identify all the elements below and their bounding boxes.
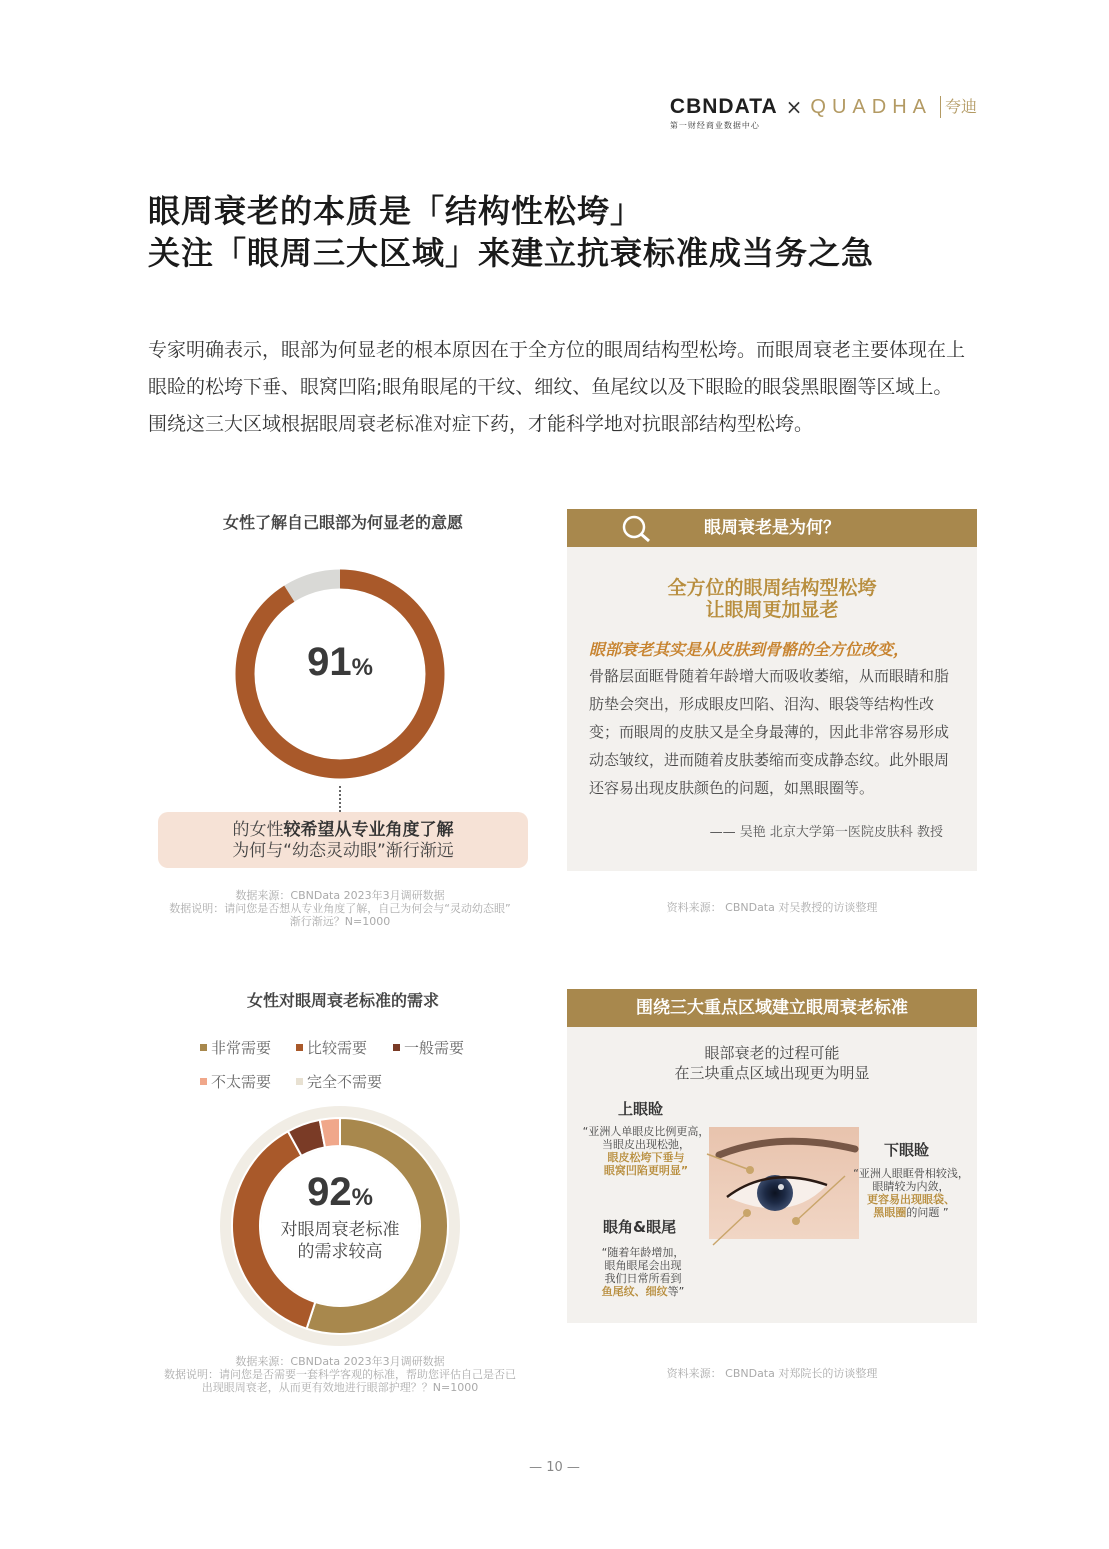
legend-swatch <box>393 1044 400 1051</box>
panel-why-aging <box>567 509 977 871</box>
panel1-citation: —— 吴艳 北京大学第一医院皮肤科 教授 <box>709 825 943 840</box>
legend-label: 非常需要 <box>211 1039 272 1057</box>
intro-paragraph: 专家明确表示，眼部为何显老的根本原因在于全方位的眼周结构型松垮。而眼周衰老主要体现在上眼睑的松垮下垂、眼窝凹陷;眼角眼尾的干纹、细纹、鱼尾纹以及下眼睑的眼袋黑眼圈等区域上。围绕这三大区域根据眼周衰老标准对症下药，才能科学地对抗眼部结构型松垮。 <box>148 339 966 435</box>
cbndata-wordmark: CBNDATA <box>669 95 778 118</box>
corner-note-2: 眼角眼尾会出现 <box>604 1259 682 1272</box>
upper-eyelid-note <box>581 1125 711 1177</box>
panel2-intro-1: 眼部衰老的过程可能 <box>704 1044 840 1062</box>
chart1-source <box>150 889 530 928</box>
legend-item-2 <box>296 1037 367 1058</box>
chart2-title: 女性对眼周衰老标准的需求 <box>246 991 439 1010</box>
legend-swatch <box>200 1044 207 1051</box>
header-logo <box>670 96 977 131</box>
chart1-title: 女性了解自己眼部为何显老的意愿 <box>222 513 463 532</box>
lower-note-3: 更容易出现眼袋、 <box>867 1193 955 1206</box>
chart2-source-1: 数据来源：CBNData 2023年3月调研数据 <box>235 1355 445 1368</box>
legend-label: 比较需要 <box>307 1039 368 1057</box>
page-title <box>148 190 874 274</box>
chart1-value <box>230 640 450 685</box>
corner-note-4b: 等” <box>667 1285 685 1298</box>
lower-note-4a: 黑眼圈 <box>873 1206 907 1219</box>
callout-pre: 的女性 <box>232 820 284 840</box>
quadha-cn-wordmark: 夸迪 <box>940 96 977 118</box>
magnifier-icon <box>621 514 655 544</box>
panel2-intro-2: 在三块重点区域出现更为明显 <box>674 1064 870 1082</box>
panel1-source: 资料来源： CBNData 对吴教授的访谈整理 <box>666 901 878 914</box>
title-line-1: 眼周衰老的本质是「结构性松垮」 <box>148 192 644 230</box>
title-line-2: 关注「眼周三大区域」来建立抗衰标准成当务之急 <box>148 234 875 272</box>
lower-note-2: 眼睛较为内敛， <box>872 1180 950 1193</box>
callout-line2: 为何与“幼态灵动眼”渐行渐远 <box>232 841 454 861</box>
chart1-callout <box>158 812 528 868</box>
logo-separator: × <box>785 95 803 119</box>
quadha-wordmark: QUADHA <box>810 96 932 118</box>
panel2-header: 围绕三大重点区域建立眼周衰老标准 <box>567 989 977 1027</box>
legend-swatch <box>296 1078 303 1085</box>
corner-note-4a: 鱼尾纹、细纹 <box>601 1285 668 1298</box>
panel1-header <box>567 509 977 547</box>
lower-note-4b: 的问题 ” <box>906 1206 949 1219</box>
legend-item-1 <box>200 1037 271 1058</box>
chart2-source <box>150 1355 530 1394</box>
chart1-value-pct: % <box>351 654 373 681</box>
legend-swatch <box>200 1078 207 1085</box>
panel-three-regions <box>567 989 977 1323</box>
upper-note-4: 眼窝凹陷更明显” <box>603 1164 689 1177</box>
legend-item-3 <box>393 1037 464 1058</box>
region-eye-corner: 眼角&眼尾 <box>603 1218 677 1236</box>
chart2-value <box>220 1170 460 1263</box>
legend-label: 一般需要 <box>404 1039 465 1057</box>
upper-note-2: 当眼皮出现松弛， <box>602 1138 690 1151</box>
cbndata-logo <box>670 96 778 131</box>
region-upper-eyelid: 上眼睑 <box>618 1100 664 1118</box>
eye-corner-note <box>593 1246 693 1298</box>
legend-label: 完全不需要 <box>307 1073 383 1091</box>
chart1-source-3: 渐行渐远？N=1000 <box>289 915 391 928</box>
panel1-header-text: 眼周衰老是为何？ <box>704 518 840 538</box>
lower-eyelid-note <box>853 1167 969 1219</box>
chart2-source-2: 数据说明：请问您是否需要一套科学客观的标准，帮助您评估自己是否已 <box>164 1368 516 1381</box>
chart2-value-pct: % <box>351 1184 373 1211</box>
chart2-label-1: 对眼周衰老标准 <box>280 1220 400 1240</box>
upper-note-1: “亚洲人单眼皮比例更高， <box>582 1125 710 1138</box>
chart2-source-3: 出现眼周衰老，从而更有效地进行眼部护理？？N=1000 <box>201 1381 479 1394</box>
panel2-source: 资料来源： CBNData 对郑院长的访谈整理 <box>666 1367 878 1380</box>
panel1-sub1: 全方位的眼周结构型松垮 <box>667 577 877 599</box>
page-number: — 10 — <box>529 1460 580 1475</box>
chart2-label <box>220 1219 460 1263</box>
legend-item-5 <box>296 1071 382 1092</box>
panel1-body: 骨骼层面眶骨随着年龄增大而吸收萎缩，从而眼睛和脂肪垫会突出，形成眼皮凹陷、泪沟、眼袋等结构性改变；而眼周的皮肤又是全身最薄的，因此非常容易形成动态皱纹，进而随着皮肤萎缩而变成静态纹。此外眼周还容易出现皮肤颜色的问题，如黑眼圈等。 <box>589 667 950 797</box>
region-lower-eyelid: 下眼睑 <box>884 1141 930 1159</box>
lower-note-1: “亚洲人眼眶骨相较浅， <box>853 1167 969 1180</box>
callout-bold: 较希望从专业角度了解 <box>283 820 454 840</box>
corner-note-3: 我们日常所看到 <box>604 1272 682 1285</box>
legend-swatch <box>296 1044 303 1051</box>
corner-note-1: “随着年龄增加， <box>601 1246 685 1259</box>
chart2-value-number: 92 <box>307 1170 352 1214</box>
panel1-sub2: 让眼周更加显老 <box>705 599 839 621</box>
chart1-value-number: 91 <box>307 640 352 684</box>
cbndata-subtitle: 第一财经商业数据中心 <box>669 121 760 130</box>
upper-note-3: 眼皮松垮下垂与 <box>607 1151 685 1164</box>
chart1-source-2: 数据说明：请问您是否想从专业角度了解，自己为何会与“灵动幼态眼” <box>169 902 511 915</box>
chart1-connector <box>339 786 341 812</box>
chart1-source-1: 数据来源：CBNData 2023年3月调研数据 <box>235 889 445 902</box>
legend-label: 不太需要 <box>211 1073 272 1091</box>
panel1-emphasis: 眼部衰老其实是从皮肤到骨骼的全方位改变， <box>589 640 910 659</box>
chart2-label-2: 的需求较高 <box>297 1242 383 1262</box>
legend-item-4 <box>200 1071 271 1092</box>
